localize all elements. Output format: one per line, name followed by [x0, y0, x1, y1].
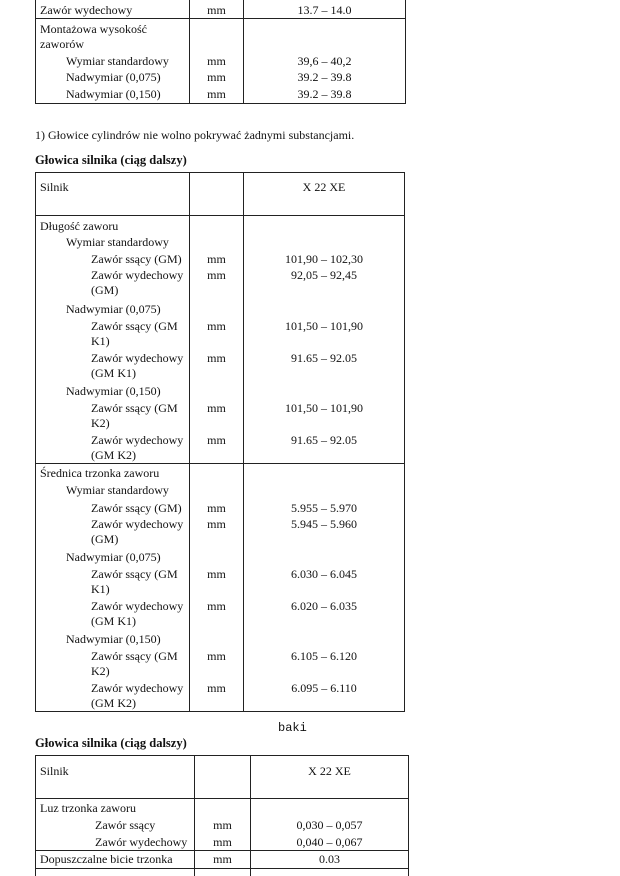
subgroup-heading: Wymiar standardowy	[66, 483, 169, 497]
row-value: 39.2 – 39.8	[297, 87, 352, 101]
row-value: 6.020 – 6.035	[291, 599, 357, 613]
stray-text: baki	[278, 721, 307, 735]
row-value: 39,6 – 40,2	[297, 54, 352, 68]
row-unit: mm	[207, 681, 226, 695]
row-value: 5.945 – 5.960	[291, 517, 357, 531]
row-label-cont: (GM K1)	[91, 614, 136, 628]
row-label: Zawór wydechowy	[40, 3, 133, 17]
row-label: Zawór ssący (GM)	[91, 501, 182, 515]
row-label: Zawór wydechowy	[91, 599, 184, 613]
row-label: Zawór ssący (GM)	[91, 252, 182, 266]
row-unit: mm	[207, 351, 226, 365]
row-label: Zawór ssący (GM	[91, 649, 178, 663]
row-label: Dopuszczalne bicie trzonka	[40, 852, 173, 866]
row-unit: mm	[207, 268, 226, 282]
row-value: 0,030 – 0,057	[296, 818, 363, 832]
row-value: 101,90 – 102,30	[285, 252, 363, 266]
row-label-cont: (GM K2)	[91, 448, 136, 462]
row-unit: mm	[207, 70, 226, 84]
row-label-cont: K2)	[91, 416, 110, 430]
row-value: 5.955 – 5.970	[291, 501, 357, 515]
row-unit: mm	[213, 818, 232, 832]
row-value: 6.095 – 6.110	[291, 681, 357, 695]
row-unit: mm	[207, 54, 226, 68]
footnote: 1) Głowice cylindrów nie wolno pokrywać żadnymi substancjami.	[35, 128, 355, 142]
group-heading: Luz trzonka zaworu	[40, 801, 136, 815]
row-label-cont: (GM)	[91, 283, 119, 297]
row-label: Zawór wydechowy	[91, 517, 184, 531]
row-value: 39.2 – 39.8	[297, 70, 352, 84]
row-label: Zawór wydechowy	[95, 835, 188, 849]
subgroup-heading: Nadwymiar (0,150)	[66, 632, 161, 646]
row-label: Zawór wydechowy	[91, 268, 184, 282]
group-heading: Średnica trzonka zaworu	[40, 466, 160, 480]
row-unit: mm	[213, 835, 232, 849]
row-value: 0,040 – 0,067	[296, 835, 363, 849]
row-label-cont: K1)	[91, 334, 110, 348]
subgroup-heading: Wymiar standardowy	[66, 235, 169, 249]
row-label: Wymiar standardowy	[66, 54, 169, 68]
row-label: Zawór ssący (GM	[91, 401, 178, 415]
row-label: Nadwymiar (0,150)	[66, 87, 161, 101]
row-unit: mm	[207, 401, 226, 415]
subgroup-heading: Nadwymiar (0,075)	[66, 550, 161, 564]
row-unit: mm	[207, 517, 226, 531]
row-label-cont: K1)	[91, 582, 110, 596]
row-unit: mm	[207, 319, 226, 333]
row-unit: mm	[207, 567, 226, 581]
row-value: 101,50 – 101,90	[285, 319, 363, 333]
row-label-cont: (GM K1)	[91, 366, 136, 380]
row-label: Zawór wydechowy	[91, 351, 184, 365]
row-value: 0.03	[319, 852, 340, 866]
row-label: Zawór ssący	[95, 818, 156, 832]
engine-value: X 22 XE	[302, 180, 346, 194]
row-value: 6.030 – 6.045	[291, 567, 357, 581]
row-value: 101,50 – 101,90	[285, 401, 363, 415]
row-value: 91.65 – 92.05	[291, 433, 357, 447]
group-heading: Długość zaworu	[40, 219, 119, 233]
group-heading: zaworów	[40, 37, 84, 51]
row-label-cont: (GM K2)	[91, 696, 136, 710]
engine-value: X 22 XE	[308, 764, 351, 778]
row-unit: mm	[207, 433, 226, 447]
section-title: Głowica silnika (ciąg dalszy)	[35, 736, 187, 750]
row-unit: mm	[207, 649, 226, 663]
row-value: 92,05 – 92,45	[291, 268, 357, 282]
row-value: 13.7 – 14.0	[297, 3, 352, 17]
engine-label: Silnik	[40, 180, 69, 194]
row-unit: mm	[207, 501, 226, 515]
row-label-cont: (GM)	[91, 532, 119, 546]
group-heading: Montażowa wysokość	[40, 22, 147, 36]
row-label-cont: K2)	[91, 664, 110, 678]
row-label: Nadwymiar (0,075)	[66, 70, 161, 84]
row-unit: mm	[207, 252, 226, 266]
row-label: Zawór ssący (GM	[91, 319, 178, 333]
subgroup-heading: Nadwymiar (0,150)	[66, 384, 161, 398]
row-unit: mm	[207, 87, 226, 101]
row-label: Zawór wydechowy	[91, 681, 184, 695]
row-unit: mm	[213, 852, 232, 866]
row-label: Zawór wydechowy	[91, 433, 184, 447]
row-value: 91.65 – 92.05	[291, 351, 357, 365]
row-label: Zawór ssący (GM	[91, 567, 178, 581]
row-unit: mm	[207, 3, 226, 17]
section-title: Głowica silnika (ciąg dalszy)	[35, 153, 187, 167]
subgroup-heading: Nadwymiar (0,075)	[66, 302, 161, 316]
row-unit: mm	[207, 599, 226, 613]
engine-label: Silnik	[40, 764, 69, 778]
row-value: 6.105 – 6.120	[291, 649, 357, 663]
